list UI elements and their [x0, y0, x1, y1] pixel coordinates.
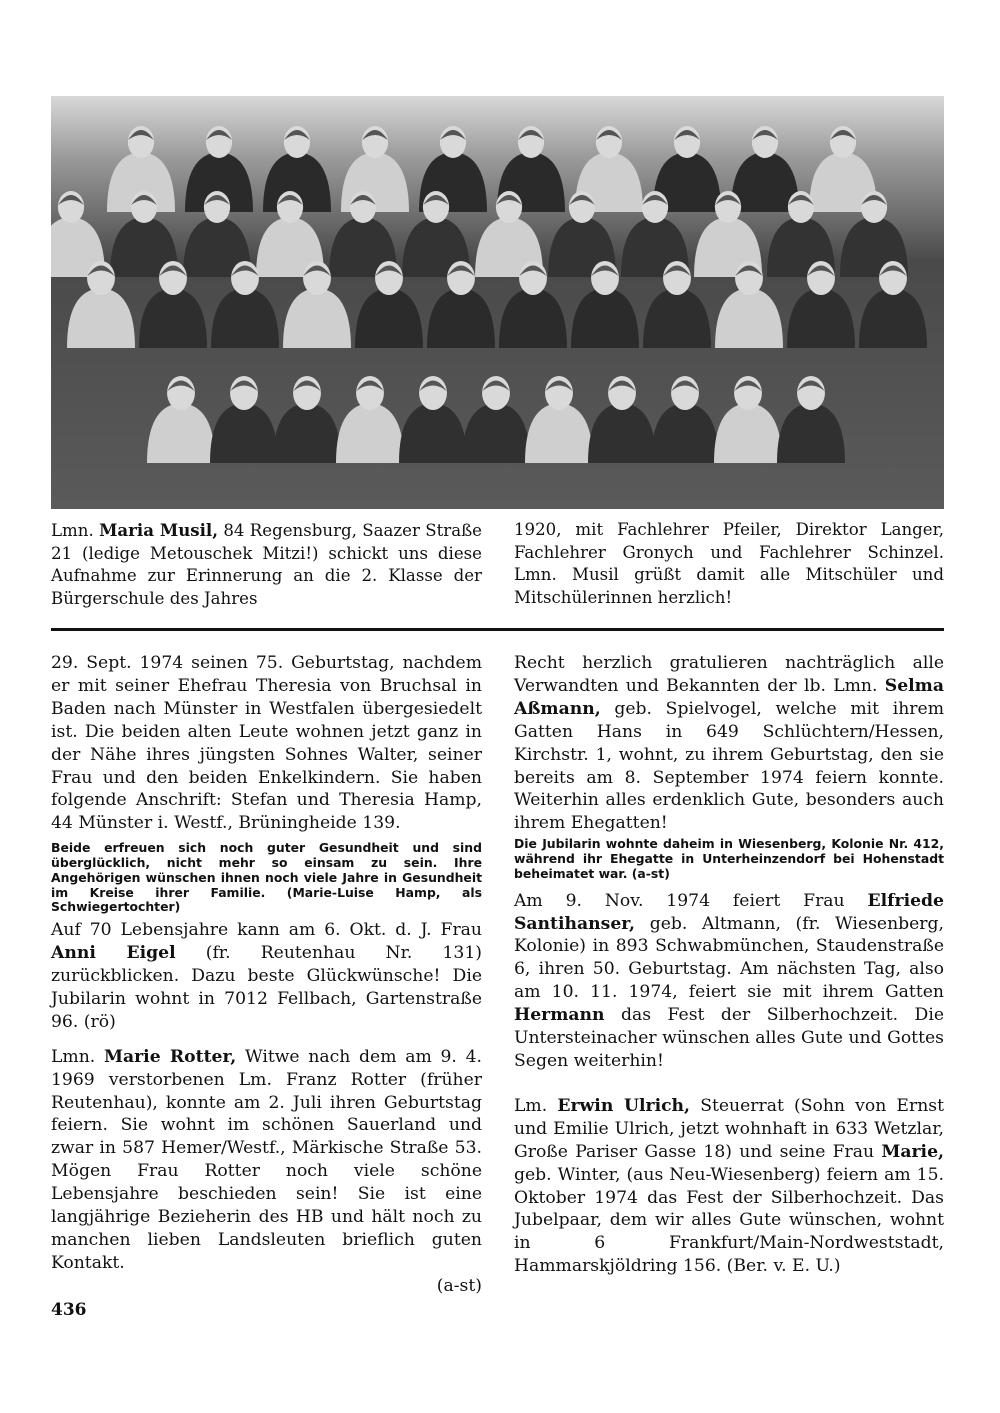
article-santihanser-text: geb. Altmann, (fr. Wiesenberg, Kolonie) in 893 Schwabmünchen, Staudenstraße 6, ihren 50. Geburtstag. Am nächsten Tag, also am 10. 11. 1974, feiert sie mit ihrem Gatten [514, 913, 944, 1003]
note-hamp: Beide erfreuen sich noch guter Gesundheit und sind überglücklich, nicht mehr so einsam zu sein. Ihre Angehörigen wünschen ihnen noch viele Jahre in Gesundheit im Kreise ihrer Familie. (Marie-Luise Hamp, als Schwiegertochter) [51, 840, 482, 915]
article-eigel-text: (fr. Reutenhau Nr. 131) zurückblicken. Dazu beste Glückwünsche! Die Jubilarin wohnt in 7012 Fellbach, Gartenstraße 96. (rö) [51, 943, 482, 1032]
caption-text: 84 Regensburg, Saazer Straße 21 (ledige Metouschek Mitzi!) schickt uns diese Aufnahme zur Erinnerung an die 2. Klasse der Bürgerschule des Jahres [51, 521, 482, 608]
signature-a-st: (a-st) [436, 1275, 482, 1296]
article-santihanser-text-2: das Fest der Silberhochzeit. Die Untersteinacher wünschen alles Gute und Gottes Segen weiterhin! [514, 1005, 945, 1071]
article-ulrich-lead: Lm. [514, 1095, 548, 1116]
article-assmann-text: geb. Spielvogel, welche mit ihrem Gatten Hans in 649 Schlüchtern/Hessen, Kirchstr. 1, wohnt, zu ihrem Geburtstag, den sie bereits am 8. September 1974 feiern konnte. Weiterhin alles erdenklich Gute, besonders auch ihrem Ehegatten! [514, 698, 944, 834]
name-marie-rotter: Marie Rotter, [103, 1046, 237, 1067]
caption-lead: Lmn. [51, 521, 94, 540]
article-rotter-text: Witwe nach dem am 9. 4. 1969 verstorbenen Lm. Franz Rotter (früher Reutenhau), konnte am 2. Juli ihren Geburtstag feiern. Sie wohnt im schönen Sauerland und zwar in 587 Hemer/Westf., Märkische Straße 53. Mögen Frau Rotter noch viele schöne Lebensjahre beschieden sein! Sie ist eine langjährige Bezieherin des HB und hält noch zu manchen lieben Landsleuten brieflich guten Kontakt. [51, 1046, 482, 1273]
article-hamp: 29. Sept. 1974 seinen 75. Geburtstag, nachdem er mit seiner Ehefrau Theresia von Bruchsal in Baden nach Münster in Westfalen übergesiedelt ist. Die beiden alten Leute wohnen jetzt ganz in der Nähe ihres jüngsten Sohnes Walter, seiner Frau und den beiden Enkelkindern. Sie haben folgende Anschrift: Stefan und Theresia Hamp, 44 Münster i. Westf., Brüningheide 139. [51, 653, 482, 834]
name-marie: Marie, [881, 1141, 944, 1162]
name-selma-assmann: Selma Aßmann, [514, 675, 944, 719]
article-ulrich-text: Steuerrat (Sohn von Ernst und Emilie Ulrich, jetzt wohnhaft in 633 Wetzlar, Große Pariser Gasse 18) und seine Frau [514, 1095, 944, 1162]
name-erwin-ulrich: Erwin Ulrich, [557, 1095, 691, 1116]
name-anni-eigel: Anni Eigel [51, 943, 176, 964]
note-assmann: Die Jubilarin wohnte daheim in Wiesenberg, Kolonie Nr. 412, während ihr Ehegatte in Unterheinzendorf bei Hohenstadt beheimatet war. (a-st) [514, 836, 944, 881]
caption-name: Maria Musil, [99, 520, 218, 540]
caption-left [51, 519, 482, 610]
article-santihanser-lead: Am 9. Nov. 1974 feiert Frau [514, 890, 845, 911]
left-column [51, 652, 482, 1297]
name-hermann: Hermann [514, 1005, 605, 1026]
right-column [514, 652, 944, 1278]
name-elfriede-santihanser: Elfriede Santihanser, [514, 890, 944, 934]
article-assmann-lead: Recht herzlich gratulieren nachträglich alle Verwandten und Bekannten der lb. Lmn. [514, 653, 944, 696]
caption-continued: 1920, mit Fachlehrer Pfeiler, Direktor Langer, Fachlehrer Gronych und Fachlehrer Schinzel. Lmn. Musil grüßt damit alle Mitschüler und Mitschülerinnen herzlich! [514, 520, 944, 607]
article-assmann [514, 652, 944, 835]
class-photo [51, 96, 944, 509]
class-photo-image [51, 96, 944, 509]
article-ulrich [514, 1095, 944, 1278]
article-rotter-lead: Lmn. [51, 1046, 96, 1067]
article-eigel [51, 919, 482, 1034]
article-rotter [51, 1046, 482, 1275]
section-divider [51, 628, 944, 631]
article-ulrich-text-2: geb. Winter, (aus Neu-Wiesenberg) feiern am 15. Oktober 1974 das Fest der Silberhochzeit. Das Jubelpaar, dem wir alles Gute wünschen, wohnt in 6 Frankfurt/Main-Nordweststadt, Hammarskjöldring 156. (Ber. v. E. U.) [514, 1164, 944, 1277]
caption-right [514, 519, 944, 609]
article-eigel-lead: Auf 70 Lebensjahre kann am 6. Okt. d. J. Frau [51, 920, 482, 941]
article-santihanser [514, 890, 944, 1073]
page-number: 436 [51, 1300, 87, 1320]
